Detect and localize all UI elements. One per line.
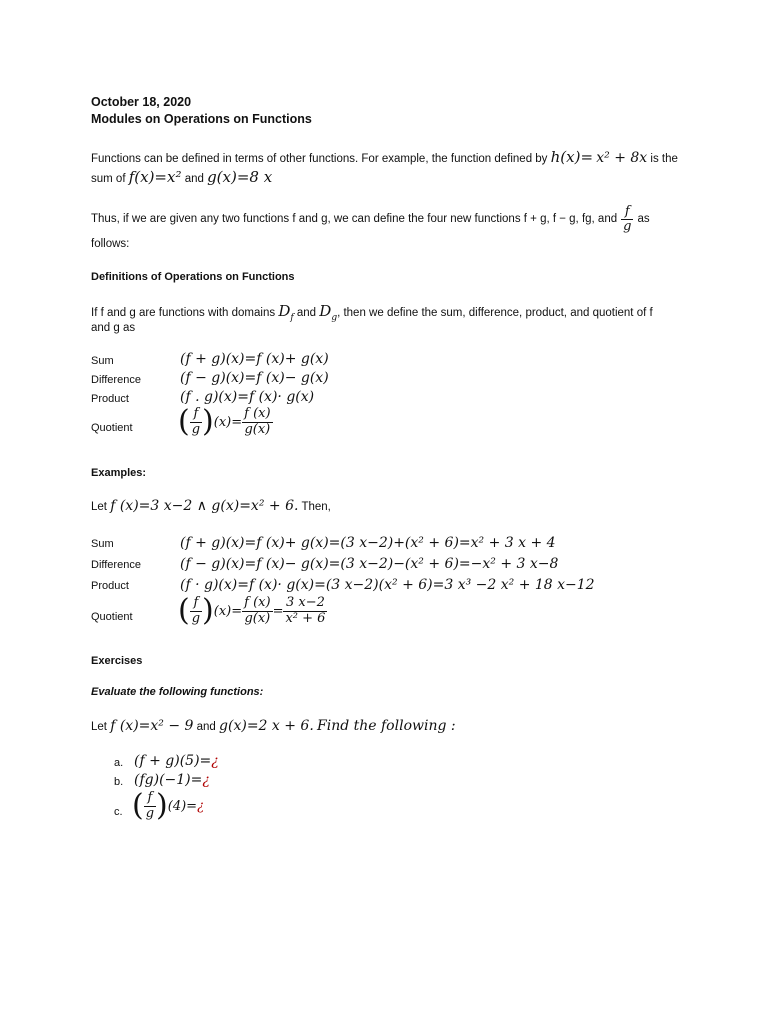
exercises-let-line xyxy=(91,718,456,735)
definitions-line-2: and g as xyxy=(91,322,136,334)
exercise-a-mark: ¿ xyxy=(211,753,219,769)
thus-frac-num: f xyxy=(621,205,633,220)
ex-quotient-lhs-den: g xyxy=(191,610,201,626)
exercise-c-mark: ¿ xyxy=(197,798,205,814)
domain-g-sub: g xyxy=(331,313,338,323)
examples-heading: Examples: xyxy=(91,467,147,479)
exercise-c-num: f xyxy=(144,791,156,806)
ex-product-label: Product xyxy=(91,580,129,592)
exercise-a-marker: a. xyxy=(114,757,124,769)
intro-f-def: f(x)=x² xyxy=(128,168,182,186)
exercise-b-text: (fg)(−1)= xyxy=(134,772,203,788)
def-quotient-lhs-den: g xyxy=(191,421,201,437)
intro-and: and xyxy=(184,173,204,185)
def-quotient-label: Quotient xyxy=(91,422,133,434)
open-paren: ( xyxy=(178,404,190,439)
definitions-and: and xyxy=(296,307,317,319)
def-difference-label: Difference xyxy=(91,374,141,386)
intro-h-rhs: x² + 8x xyxy=(596,150,648,166)
ex-quotient-rhs2-frac xyxy=(283,596,327,626)
domain-f-letter: D xyxy=(278,302,291,320)
ex-quotient-lhs-frac xyxy=(190,596,202,626)
close-paren: ) xyxy=(156,788,168,823)
intro-text: Functions can be defined in terms of other functions. For example, the function defined by xyxy=(91,153,548,165)
ex-sum-expr: (f + g)(x)=f (x)+ g(x)=(3 x−2)+(x² + 6)=x² + 3 x + 4 xyxy=(180,535,556,551)
examples-let-line xyxy=(91,498,331,515)
def-quotient-expr xyxy=(178,404,273,439)
def-product-expr: (f . g)(x)=f (x)· g(x) xyxy=(180,389,315,405)
document-title: Modules on Operations on Functions xyxy=(91,112,312,126)
close-paren: ) xyxy=(202,593,214,628)
examples-let-prefix: Let xyxy=(91,501,107,513)
exercise-b-expr xyxy=(134,772,210,788)
ex-quotient-mid: (x)= xyxy=(213,603,243,619)
def-quotient-rhs-frac xyxy=(242,407,272,437)
exercises-let-f: f (x)=x² − 9 xyxy=(110,718,194,734)
ex-quotient-label: Quotient xyxy=(91,611,133,623)
thus-fraction xyxy=(621,205,633,235)
intro-g-def: g(x)=8 x xyxy=(207,168,273,186)
exercises-let-end: Find the following : xyxy=(317,718,456,734)
exercises-let-g: g(x)=2 x + 6. xyxy=(219,718,314,734)
thus-frac-den: g xyxy=(623,219,632,235)
exercise-a-text: (f + g)(5)= xyxy=(134,753,212,769)
intro-line-1 xyxy=(91,148,678,167)
ex-product-expr: (f · g)(x)=f (x)· g(x)=(3 x−2)(x² + 6)=3 x³ −2 x² + 18 x−12 xyxy=(180,577,595,593)
definitions-end: , then we define the sum, difference, product, and quotient of f xyxy=(337,307,653,319)
exercise-a-expr xyxy=(134,753,219,769)
exercise-c-expr xyxy=(132,788,205,823)
domain-f xyxy=(278,302,294,323)
intro-line-2 xyxy=(91,168,272,187)
ex-quotient-rhs-frac xyxy=(242,596,272,626)
ex-quotient-rhs-den: g(x) xyxy=(244,610,271,626)
examples-let-expr: f (x)=3 x−2 ∧ g(x)=x² + 6. xyxy=(110,498,299,514)
exercise-c-frac xyxy=(144,791,156,821)
thus-end: as xyxy=(637,212,650,225)
def-quotient-mid: (x)= xyxy=(213,414,243,430)
domain-g xyxy=(319,302,338,323)
exercise-c-marker: c. xyxy=(114,806,123,818)
exercises-subheading: Evaluate the following functions: xyxy=(91,686,264,698)
domain-f-sub: f xyxy=(290,313,294,323)
intro-h-lhs: h(x)= xyxy=(550,148,594,166)
ex-difference-expr: (f − g)(x)=f (x)− g(x)=(3 x−2)−(x² + 6)=−x² + 3 x−8 xyxy=(180,556,559,572)
ex-quotient-eq2: = xyxy=(272,603,284,619)
definitions-heading: Definitions of Operations on Functions xyxy=(91,271,295,283)
close-paren: ) xyxy=(202,404,214,439)
def-quotient-rhs-den: g(x) xyxy=(244,421,271,437)
exercise-c-text: (4)= xyxy=(167,798,198,814)
ex-quotient-rhs2-num: 3 x−2 xyxy=(283,596,327,611)
open-paren: ( xyxy=(178,593,190,628)
ex-quotient-rhs2-den: x² + 6 xyxy=(285,610,326,626)
definitions-line-1 xyxy=(91,302,653,324)
ex-sum-label: Sum xyxy=(91,538,114,550)
open-paren: ( xyxy=(132,788,144,823)
ex-quotient-rhs-num: f (x) xyxy=(244,595,271,611)
exercises-let-and: and xyxy=(196,721,216,733)
thus-text: Thus, if we are given any two functions f and g, we can define the four new functions f + g, f − g, fg, and xyxy=(91,212,618,225)
document-date: October 18, 2020 xyxy=(91,95,192,109)
def-product-label: Product xyxy=(91,393,129,405)
thus-line-2: follows: xyxy=(91,238,130,250)
exercises-let-prefix: Let xyxy=(91,721,107,733)
def-difference-expr: (f − g)(x)=f (x)− g(x) xyxy=(180,370,329,386)
def-quotient-lhs-frac xyxy=(190,407,202,437)
intro-sum-of: sum of xyxy=(91,173,126,185)
exercise-b-marker: b. xyxy=(114,776,124,788)
ex-quotient-expr xyxy=(178,593,327,628)
def-sum-label: Sum xyxy=(91,355,114,367)
ex-quotient-lhs-num: f xyxy=(190,596,202,611)
def-quotient-lhs-num: f xyxy=(190,407,202,422)
exercise-c-den: g xyxy=(145,805,155,821)
def-sum-expr: (f + g)(x)=f (x)+ g(x) xyxy=(180,351,329,367)
exercises-heading: Exercises xyxy=(91,655,143,667)
ex-difference-label: Difference xyxy=(91,559,141,571)
def-quotient-rhs-num: f (x) xyxy=(244,406,271,422)
intro-end: is the xyxy=(650,153,678,165)
domain-g-letter: D xyxy=(319,302,332,320)
thus-line-1 xyxy=(91,205,650,235)
definitions-text: If f and g are functions with domains xyxy=(91,307,276,319)
examples-let-end: Then, xyxy=(301,501,331,513)
exercise-b-mark: ¿ xyxy=(202,772,210,788)
